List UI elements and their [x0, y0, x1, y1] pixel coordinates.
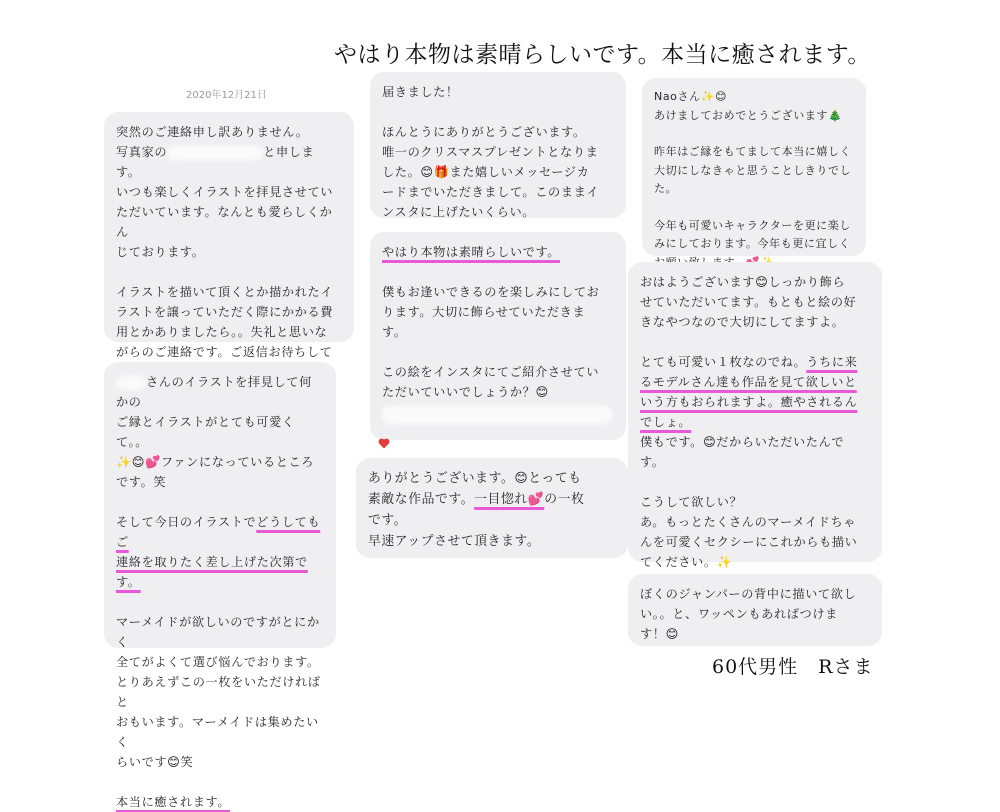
highlighted-text: うちに来: [806, 355, 858, 369]
message-text: おはようございます😊しっかり飾ら せていただいてます。もともと絵の好 きなやつなので大切にしてますよ。: [640, 275, 857, 329]
message-text: 今年も可愛いキャラクターを更に楽し みにしております。今年も更に宜しく: [654, 218, 851, 250]
message-bubble-fan: [104, 362, 336, 809]
message-bubble-morning: [628, 262, 882, 569]
message-bubble-newyear: [642, 78, 866, 256]
heart-reaction-icon: [378, 438, 390, 449]
headline: やはり本物は素晴らしいです。本当に癒されます。: [334, 42, 871, 68]
redacted-text: [382, 406, 612, 424]
message-text: さんのイラストを拝見して何かの ご縁とイラストがとても可愛くて。。 ✨😊💕ファンになっているところ です。笑: [116, 375, 315, 489]
highlighted-text: 一目惚れ💕: [474, 492, 545, 507]
message-text: ありがとうございます。😊とっても 素敵な作品です。一目惚れ💕の一枚 です。 早速アップさせて頂きます。: [368, 471, 585, 549]
message-bubble-thanks: [356, 458, 628, 558]
message-text: 届きました！: [382, 85, 459, 99]
message-text: とても可愛い１枚なのでね。うちに来: [640, 355, 858, 369]
message-bubble-jacket: [628, 574, 882, 646]
message-bubble-intro: [104, 112, 354, 359]
highlighted-text: やはり本物は素晴らしいです。: [382, 245, 561, 259]
message-text: 僕もです。😊だからいただいたんで す。: [640, 435, 845, 469]
message-text: 僕もお逢いできるのを楽しみにしてお ります。大切に飾らせていただきま す。: [382, 285, 600, 339]
message-text: イラストを描いて頂くとか描かれたイ ラストを譲っていただく際にかかる費 用とかありましたら。。失礼と思いな がらのご連絡です。ご返信お待ちして: [116, 285, 334, 359]
message-text: ぼくのジャンパーの背中に描いて欲し い。。と、ワッペンもあればつけま す！😊: [640, 587, 857, 641]
highlighted-text: どうしてもご 連絡を取りたく差し上げた次第です。: [116, 515, 321, 589]
highlighted-text: 本当に癒されます。: [116, 795, 231, 809]
message-text: マーメイドが欲しいのですがとにかく 全てがよくて選び悩んでおります。 とりあえずこの一枚をいただければと おもいます。マーメイドは集めたいく らいです😊笑: [116, 615, 321, 769]
footer-note: 60代男性 Rさま: [712, 656, 874, 678]
redacted-name: [116, 376, 146, 390]
message-text: Naoさん✨😊 あけましておめでとうございます🎄: [654, 90, 843, 122]
message-text: そして今日のイラストでどうしてもご 連絡を取りたく差し上げた次第です。: [116, 515, 321, 589]
date-stamp: 2020年12月21日: [186, 90, 267, 101]
redacted-name: [167, 146, 263, 160]
message-text: こうして欲しい？ あ。もっとたくさんのマーメイドちゃ んを可愛くセクシーにこれからも描い てください。✨: [640, 495, 858, 569]
message-bubble-genuine: [370, 232, 626, 440]
highlighted-text: るモデルさん達も作品を見て欲しいと いう方もおられますよ。癒やされるん でしょ。: [640, 375, 858, 429]
message-text: 昨年はご縁をもてまして本当に嬉しく 大切にしなきゃと思うことしきりでし た。: [654, 145, 852, 195]
message-text: ほんとうにありがとうございます。 唯一のクリスマスプレゼントとなりま した。😊🎁また嬉しいメッセージカ ードまでいただきまして。このままイ ンスタに上げたいくらい。: [382, 125, 600, 219]
message-text: 突然のご連絡申し訳ありません。 写真家の と申しま す。 いつも楽しくイラストを拝見させてい ただいています。なんとも愛らしくかん じております。: [116, 125, 334, 259]
message-bubble-received: [370, 72, 626, 218]
message-text: この絵をインスタにてご紹介させてい ただいていいでしょうか？😊: [382, 365, 600, 399]
